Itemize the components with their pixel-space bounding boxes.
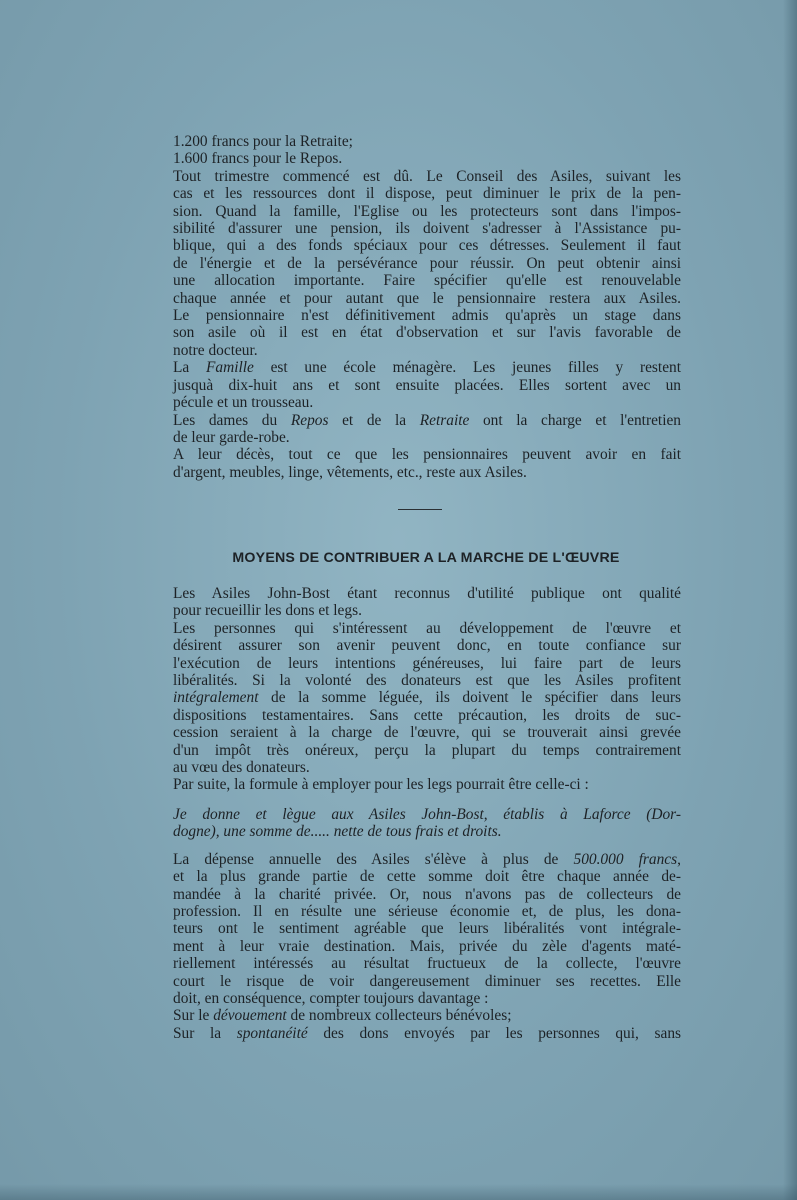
- text-block-pension: [173, 133, 681, 481]
- famille-line-3: pécule et un trousseau.: [173, 394, 314, 412]
- pension-line: sion. Quand la famille, l'Eglise ou les protecteurs sont dans l'impos-: [173, 202, 681, 220]
- p4-end: ,: [677, 850, 681, 868]
- pension-lines: [173, 133, 681, 359]
- p4-line: ment à leur vraie destination. Mais, privée du zèle d'agents maté-: [173, 937, 681, 955]
- p2-line-9: au vœu des donateurs.: [173, 759, 310, 777]
- page-edge-shadow: [783, 0, 797, 1200]
- famille-before: La: [173, 359, 206, 377]
- deces-line-2: d'argent, meubles, linge, vêtements, etc., reste aux Asiles.: [173, 463, 527, 481]
- section-heading: MOYENS DE CONTRIBUER A LA MARCHE DE L'ŒUVRE: [232, 550, 620, 566]
- pension-line: de l'énergie et de la persévérance pour réussir. On peut obtenir ainsi: [173, 254, 681, 272]
- formula-italic-2: dogne), une somme de..... nette de tous frais et droits.: [173, 823, 502, 841]
- text-block-contribution: [173, 585, 681, 1042]
- pension-line: son asile où il est en état d'observation et sur l'avis favorable de: [173, 324, 681, 342]
- p5-after: de nombreux collecteurs bénévoles;: [286, 1007, 512, 1025]
- p4-line: riellement intéressés au résultat fructueux de la collecte, l'œuvre: [173, 955, 681, 973]
- p6-before: Sur la: [173, 1024, 237, 1042]
- p4-start: La dépense annuelle des Asiles s'élève à plus de: [173, 850, 574, 868]
- pension-line: cas et les ressources dont il dispose, peut diminuer le prix de la pen-: [173, 185, 681, 203]
- famille-line-1: [173, 359, 681, 376]
- p3-line: Par suite, la formule à employer pour les legs pourrait être celle-ci :: [173, 776, 589, 794]
- spacer: [173, 841, 681, 851]
- dames-part2: et de la: [328, 411, 420, 429]
- pension-line: une allocation importante. Faire spécifier qu'elle est renouvelable: [173, 272, 681, 290]
- p1-line-1: Les Asiles John-Bost étant reconnus d'utilité publique ont qualité: [173, 585, 681, 602]
- page-bottom-shadow: [0, 1184, 797, 1200]
- p4-line: et la plus grande partie de cette somme doit être chaque année de-: [173, 868, 681, 886]
- p2-after-italic: de la somme léguée, ils doivent le spécifier dans leurs: [258, 689, 681, 707]
- p4-line: teurs ont le sentiment agréable que leurs libéralités vont intégrale-: [173, 920, 681, 938]
- p2-line-6: dispositions testamentaires. Sans cette précaution, les droits de suc-: [173, 706, 681, 724]
- famille-line-2: jusquà dix-huit ans et sont ensuite placées. Elles sortent avec un: [173, 376, 681, 394]
- famille-italic: Famille: [205, 359, 254, 377]
- p4-line: profession. Il en résulte une sérieuse économie et, de plus, les dona-: [173, 902, 681, 920]
- dames-line-1: [173, 412, 681, 429]
- section-divider: [398, 509, 442, 510]
- p6-line: [173, 1025, 681, 1042]
- formula-line-2: [173, 823, 681, 840]
- dames-line-2: de leur garde-robe.: [173, 428, 290, 446]
- p4-last-line: doit, en conséquence, compter toujours davantage :: [173, 989, 489, 1007]
- p5-line: [173, 1007, 681, 1024]
- p2-line-2: désirent assurer son avenir peuvent donc, en toute confiance sur: [173, 637, 681, 655]
- pension-line: chaque année et pour autant que le pensionnaire restera aux Asiles.: [173, 289, 681, 307]
- p2-line-1: Les personnes qui s'intéressent au développement de l'œuvre et: [173, 619, 681, 637]
- pension-line: 1.200 francs pour la Retraite;: [173, 133, 353, 150]
- dames-italic2: Retraite: [419, 411, 470, 429]
- pension-line: Tout trimestre commencé est dû. Le Conseil des Asiles, suivant les: [173, 167, 681, 185]
- pension-line: Le pensionnaire n'est définitivement admis qu'après un stage dans: [173, 307, 681, 325]
- dames-part3: ont la charge et l'entretien: [469, 411, 681, 429]
- pension-line: sibilité d'assurer une pension, ils doivent s'adresser à l'Assistance pu-: [173, 220, 681, 238]
- dames-part1: Les dames du: [173, 411, 291, 429]
- p4-line: court le risque de voir dangereusement diminuer ses recettes. Elle: [173, 972, 681, 990]
- p4-line-1: [173, 851, 681, 868]
- p2-line-7: cession seraient à la charge de l'œuvre, qui se trouverait ainsi grevée: [173, 724, 681, 742]
- p4-line: mandée à la charité privée. Or, nous n'avons pas de collecteurs de: [173, 885, 681, 903]
- spacer: [173, 794, 681, 806]
- pension-line: 1.600 francs pour le Repos.: [173, 150, 343, 168]
- pension-line: blique, qui a des fonds spéciaux pour ces détresses. Seulement il faut: [173, 237, 681, 255]
- p5-before: Sur le: [173, 1007, 214, 1025]
- p4-lines: [173, 868, 681, 990]
- p2-italic: intégralement: [173, 689, 259, 707]
- p2-line-4: libéralités. Si la volonté des donateurs est que les Asiles profitent: [173, 672, 681, 690]
- dames-italic1: Repos: [290, 411, 329, 429]
- deces-line-1: A leur décès, tout ce que les pensionnaires peuvent avoir en fait: [173, 446, 681, 464]
- p1-line-2: pour recueillir les dons et legs.: [173, 602, 362, 620]
- p4-italic: 500.000 francs: [573, 850, 678, 868]
- p6-italic: spontanéité: [236, 1024, 308, 1042]
- p2-line-8: d'un impôt très onéreux, perçu la plupart du temps contrairement: [173, 741, 681, 759]
- p6-after: des dons envoyés par les personnes qui, sans: [307, 1024, 681, 1042]
- p2-line-3: l'exécution de leurs intentions généreuses, lui faire part de leurs: [173, 654, 681, 672]
- p5-italic: dévouement: [213, 1007, 287, 1025]
- formula-line-1: [173, 806, 681, 823]
- formula-italic-1: Je donne et lègue aux Asiles John-Bost, établis à Laforce (Dor-: [173, 805, 681, 823]
- p2-line-5: [173, 689, 681, 706]
- famille-after: est une école ménagère. Les jeunes filles y restent: [253, 359, 681, 377]
- pension-line: notre docteur.: [173, 341, 258, 359]
